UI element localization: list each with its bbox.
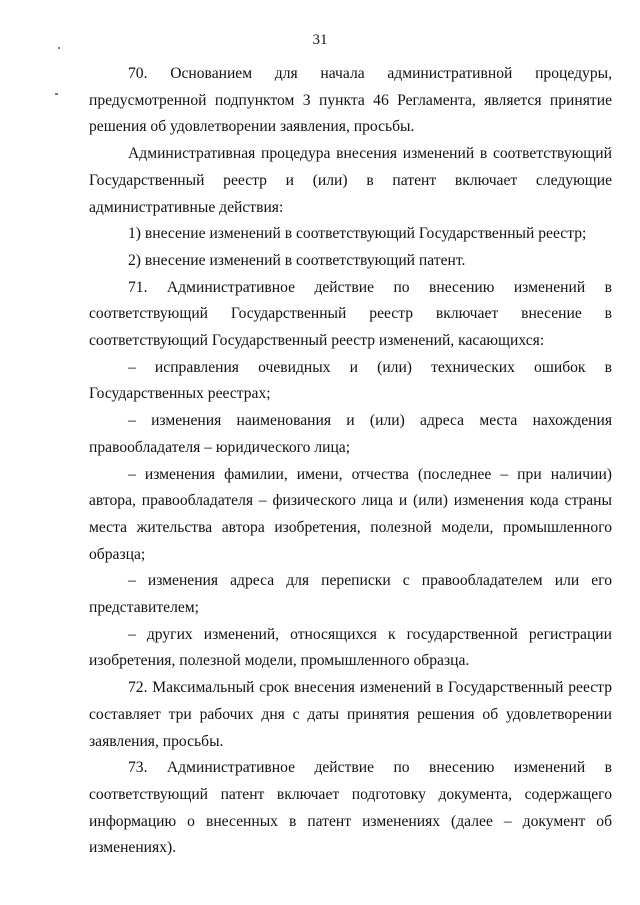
list-item-2: 2) внесение изменений в соответствующий патент.: [128, 251, 466, 269]
page-number: 31: [312, 32, 328, 48]
paragraph-73: 73. Административное действие по внесению изменений в соответствующий патент включает подготовку документа, содержащего информацию о внесенных в патент изменениях (далее – документ об изменениях).: [89, 759, 612, 857]
paragraph-72: 72. Максимальный срок внесения изменений в Государственный реестр составляет три рабочих дня с даты принятия решения об удовлетворении заявления, просьбы.: [89, 679, 612, 750]
list-item-dash-3: – изменения фамилии, имени, отчества (последнее – при наличии) автора, правообладателя – физического лица и (или) изменения кода страны места жительства автора изобретения, полезной модели, промышленного образца;: [89, 465, 612, 563]
list-item-dash-4: – изменения адреса для переписки с правообладателем или его представителем;: [89, 572, 612, 617]
paragraph-71: 71. Административное действие по внесению изменений в соответствующий Государственный реестр включает внесение в соответствующий Государственный реестр изменений, касающихся:: [89, 278, 612, 350]
list-item-dash-1: – исправления очевидных и (или) технических ошибок в Государственных реестрах;: [89, 358, 612, 403]
list-item-dash-2: – изменения наименования и (или) адреса места нахождения правообладателя – юридического лица;: [89, 412, 612, 456]
list-item-1: 1) внесение изменений в соответствующий Государственный реестр;: [128, 225, 587, 243]
paragraph-procedure-intro: Административная процедура внесения изменений в соответствующий Государственный реестр и (или) в патент включает следующие административные действия:: [89, 145, 612, 216]
document-body: [89, 61, 612, 862]
scan-speck: [55, 93, 58, 95]
scan-speck: [58, 47, 60, 49]
list-item-dash-5: – других изменений, относящихся к государственной регистрации изобретения, полезной модели, промышленного образца.: [89, 625, 612, 670]
paragraph-70: 70. Основанием для начала административной процедуры, предусмотренной подпунктом 3 пункта 46 Регламента, является принятие решения об удовлетворении заявления, просьбы.: [89, 65, 612, 136]
